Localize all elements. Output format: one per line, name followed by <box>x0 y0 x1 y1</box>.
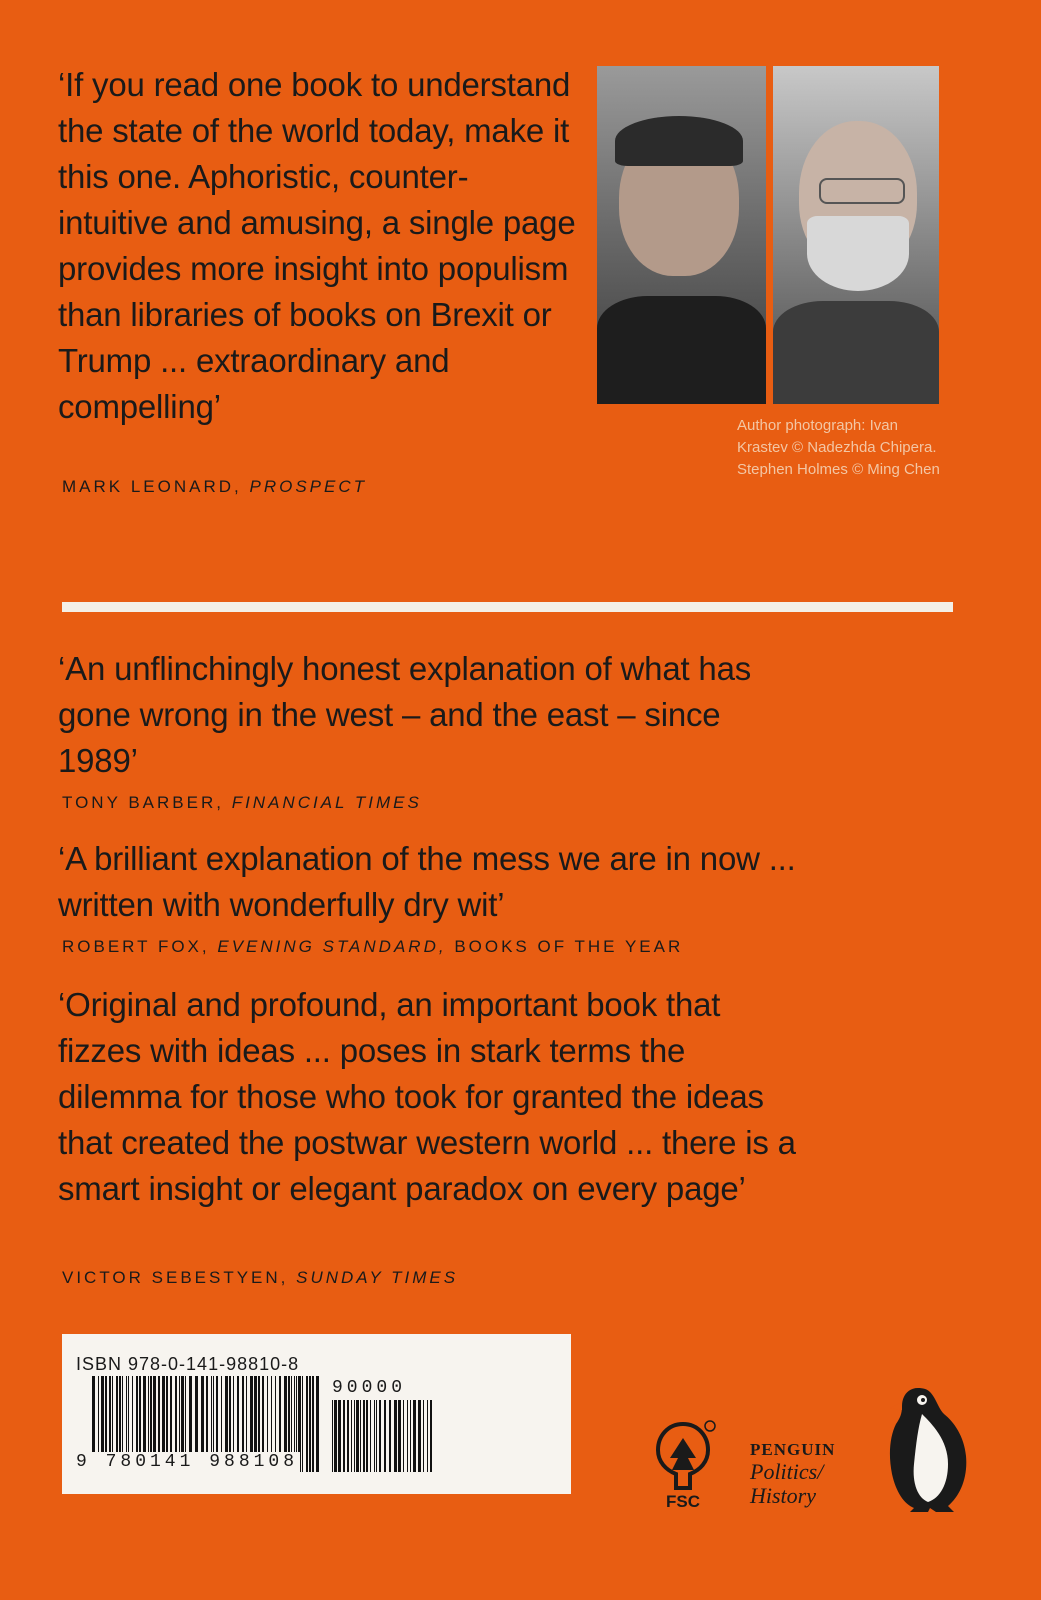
barcode-bar <box>413 1400 416 1472</box>
quote-financial-times: ‘An unflinchingly honest explanation of what has gone wrong in the west – and the east – since 1989’ <box>58 650 752 779</box>
publisher-name: PENGUIN <box>750 1440 836 1459</box>
barcode-bar <box>376 1400 377 1472</box>
barcode-bar <box>334 1400 337 1472</box>
quote-attribution <box>62 937 683 957</box>
quote-author: MARK LEONARD, <box>62 477 242 496</box>
barcode-bar <box>427 1400 428 1472</box>
quote-author: TONY BARBER, <box>62 793 224 812</box>
barcode-bar <box>403 1400 404 1472</box>
barcode-bar <box>366 1400 368 1472</box>
isbn-label: ISBN 978-0-141-98810-8 <box>76 1354 300 1374</box>
barcode-bar <box>430 1400 432 1472</box>
publisher-imprint <box>750 1440 860 1508</box>
barcode-bar <box>316 1376 319 1472</box>
quote-evening-standard: ‘A brilliant explanation of the mess we are in now ... written with wonderfully dry wit’ <box>58 840 796 923</box>
fsc-tree-icon <box>650 1418 716 1494</box>
barcode-bar <box>332 1400 333 1472</box>
barcode-bar <box>407 1400 408 1472</box>
barcode-bar <box>384 1400 386 1472</box>
quote-source: FINANCIAL TIMES <box>231 793 422 812</box>
quote-source: SUNDAY TIMES <box>296 1268 459 1287</box>
barcode-bar <box>302 1376 303 1472</box>
quote-source: PROSPECT <box>249 477 368 496</box>
barcode-bar <box>354 1400 355 1472</box>
quote-extra: BOOKS OF THE YEAR <box>454 937 684 956</box>
barcode-panel <box>62 1334 571 1494</box>
divider <box>62 602 953 612</box>
price-code: 90000 <box>332 1378 407 1398</box>
barcode-bar <box>389 1400 391 1472</box>
barcode-bar <box>309 1376 311 1472</box>
barcode-bar <box>343 1400 345 1472</box>
quote-source: EVENING STANDARD, <box>217 937 447 956</box>
quote-attribution <box>62 793 422 813</box>
barcode-bar <box>370 1400 371 1472</box>
barcode-bar <box>356 1400 359 1472</box>
ean-number: 9 780141 988108 <box>76 1452 299 1472</box>
quote-attribution <box>62 1268 458 1288</box>
barcode-bar <box>312 1376 314 1472</box>
barcode-bar <box>398 1400 401 1472</box>
photo-credit: Author photograph: Ivan Krastev © Nadezhda Chipera. Stephen Holmes © Ming Chen <box>737 417 940 478</box>
barcode-bar <box>338 1400 341 1472</box>
category-line: Politics/ <box>750 1459 824 1484</box>
author-photo-krastev <box>597 66 766 404</box>
barcode-bar <box>379 1400 381 1472</box>
barcode-bar <box>306 1376 308 1472</box>
barcode-bar <box>423 1400 424 1472</box>
author-photo-holmes <box>773 66 939 404</box>
fsc-label: FSC <box>666 1492 700 1511</box>
barcode-bar <box>410 1400 411 1472</box>
category-label <box>750 1460 860 1508</box>
quote-author: VICTOR SEBESTYEN, <box>62 1268 289 1287</box>
barcode-bar <box>360 1400 361 1472</box>
penguin-logo-icon <box>888 1384 970 1514</box>
barcode-bar <box>347 1400 349 1472</box>
barcode-bar <box>351 1400 352 1472</box>
category-line: History <box>750 1483 816 1508</box>
barcode-bar <box>418 1400 421 1472</box>
quote-attribution <box>62 477 367 497</box>
barcode-bar <box>363 1400 365 1472</box>
barcode-bar <box>394 1400 397 1472</box>
barcode-bar <box>374 1400 375 1472</box>
barcode-addon-icon <box>332 1400 432 1472</box>
quote-sunday-times: ‘Original and profound, an important book that fizzes with ideas ... poses in stark terms the dilemma for those who took for granted the ideas that created the postwar western world ... there is a smart insight or elegant paradox on every page’ <box>58 986 796 1207</box>
fsc-logo <box>650 1418 720 1518</box>
quote-prospect: ‘If you read one book to understand the state of the world today, make it this one. Aphoristic, counter-intuitive and amusing, a single page provides more insight into populism than libraries of books on Brexit or Trump ... extraordinary and compelling’ <box>58 66 576 425</box>
quote-author: ROBERT FOX, <box>62 937 210 956</box>
